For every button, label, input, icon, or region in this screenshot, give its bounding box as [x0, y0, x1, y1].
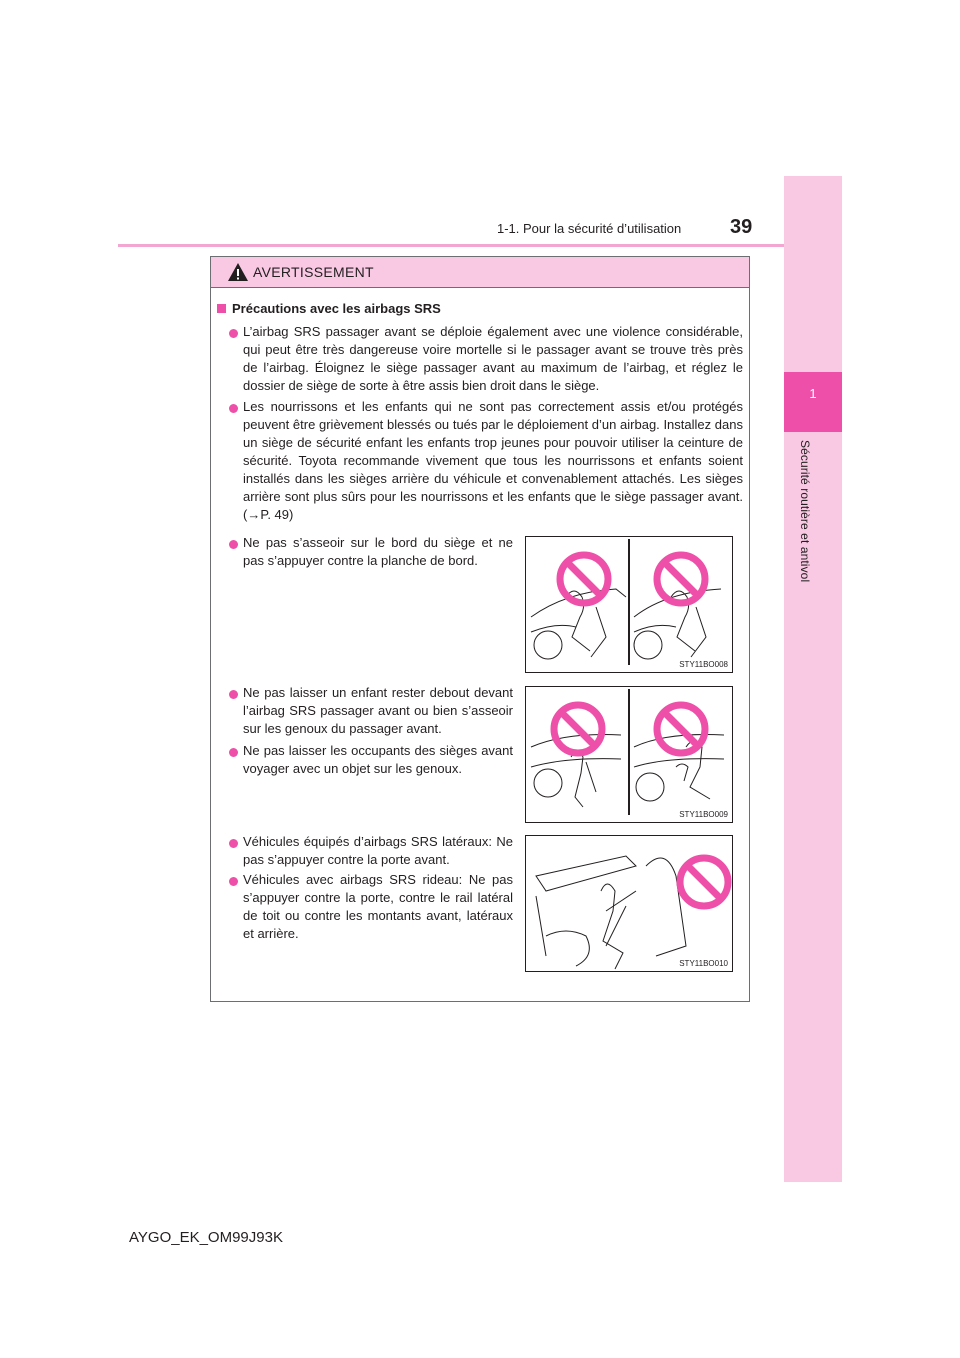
figure-code: STY11BO009	[679, 810, 728, 819]
chapter-number: 1	[809, 386, 817, 401]
list-item: Véhicules équipés d’airbags SRS latéraux: Ne pas s’appuyer contre la porte avant.	[243, 834, 513, 867]
side-tab	[784, 176, 842, 1182]
bullet-icon	[229, 540, 238, 549]
footer-code: AYGO_EK_OM99J93K	[129, 1229, 283, 1246]
paragraph: Les nourrissons et les enfants qui ne sont pas correctement assis et/ou protégés peuvent être grièvement blessés ou tués par le déploiement d’un airbag. Installez dans un siège de sécurité enfant les enfants trop jeunes pour pouvoir utiliser la ceinture de sécurité. Toyota recommande vivement que tous les nourrissons et enfants soient installés dans les sièges arrière du véhicule et convenablement attachés. Les sièges arrière sont plus sûrs pour les nourrissons et les enfants que le siège passager avant. (→P. 49)	[243, 399, 743, 522]
figure-child-standing	[525, 686, 733, 823]
chapter-marker	[784, 372, 842, 432]
warning-box	[210, 256, 750, 1002]
chapter-label: Sécurité routière et antivol	[798, 440, 812, 583]
figure-code: STY11BO008	[679, 660, 728, 669]
page-number: 39	[730, 216, 753, 238]
square-bullet-icon	[217, 304, 226, 313]
section-title: 1-1. Pour la sécurité d’utilisation	[497, 221, 682, 236]
illustration-child-standing	[526, 687, 732, 822]
warning-header	[211, 257, 749, 288]
bullet-icon	[229, 329, 238, 338]
figure-dashboard-lean	[525, 536, 733, 673]
bullet-icon	[229, 877, 238, 886]
bullet-icon	[229, 404, 238, 413]
list-item: Ne pas s’asseoir sur le bord du siège et ne pas s’appuyer contre la planche de bord.	[243, 535, 513, 568]
warning-heading-text: Précautions avec les airbags SRS	[232, 301, 441, 316]
warning-triangle-icon	[227, 262, 249, 282]
warning-title: AVERTISSEMENT	[253, 264, 374, 280]
paragraph: L’airbag SRS passager avant se déploie également avec une violence considérable, qui peut être très dangereuse voire mortelle si le passager avant se trouve très près de l’airbag. Éloignez le siège passager avant au maximum de l’airbag, et réglez le dossier de siège de sorte à être assis bien droit dans le siège.	[243, 324, 743, 393]
illustration-door-lean	[526, 836, 732, 971]
header-rule	[118, 244, 784, 247]
warning-heading	[217, 301, 441, 316]
bullet-icon	[229, 748, 238, 757]
list-item: Véhicules avec airbags SRS rideau: Ne pas s’appuyer contre la porte, contre le rail latéral de toit ou contre les montants avant, latéraux et arrière.	[243, 872, 513, 941]
list-item: Ne pas laisser les occupants des sièges avant voyager avec un objet sur les genoux.	[243, 743, 513, 776]
list-item: Ne pas laisser un enfant rester debout devant l’airbag SRS passager avant ou bien s’asseoir sur les genoux du passager avant.	[243, 685, 513, 736]
bullet-icon	[229, 690, 238, 699]
figure-door-lean	[525, 835, 733, 972]
illustration-dashboard-lean	[526, 537, 732, 672]
figure-code: STY11BO010	[679, 959, 728, 968]
bullet-icon	[229, 839, 238, 848]
